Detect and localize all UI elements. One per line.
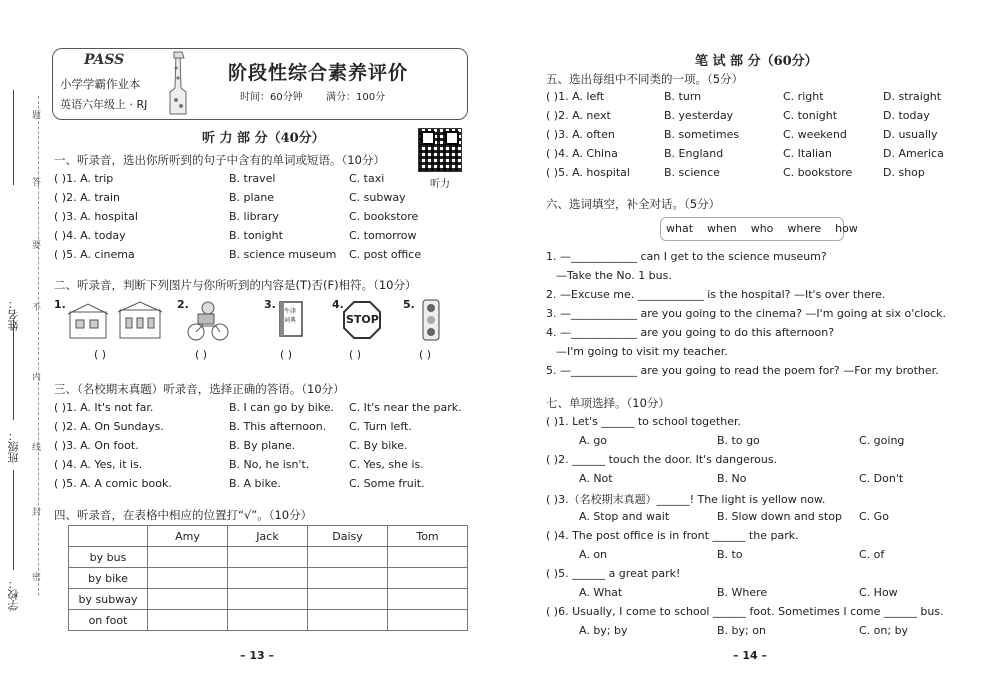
dialog-line: 4. —____________ are you going to do this afternoon? <box>546 326 835 339</box>
pass-logo: PASS <box>84 52 125 68</box>
p7-q6: ( )6. Usually, I come to school ______ foot. Sometimes I come ______ bus. <box>546 605 944 618</box>
check-cell[interactable] <box>308 568 388 589</box>
p1-q4-b: B. tonight <box>229 229 283 242</box>
p5-q2-a: ( )2. A. next <box>546 109 611 122</box>
check-cell[interactable] <box>388 568 468 589</box>
p1-q4-c: C. tomorrow <box>349 229 417 242</box>
part6-title: 六、选词填空，补全对话。（5分） <box>546 197 721 211</box>
part4-title: 四、听录音，在表格中相应的位置打“√”。（10分） <box>54 508 313 522</box>
p7-q3-c: C. Go <box>859 510 889 523</box>
p3-q2-c: C. Turn left. <box>349 420 412 433</box>
buildings-icon <box>66 300 166 340</box>
p5-q1-c: C. right <box>783 90 824 103</box>
p7-q4-b: B. to <box>717 548 743 561</box>
check-cell[interactable] <box>228 589 308 610</box>
check-cell[interactable] <box>228 568 308 589</box>
cyclist-icon <box>186 300 230 342</box>
p3-q1-b: B. I can go by bike. <box>229 401 335 414</box>
p3-q2-a: ( )2. A. On Sundays. <box>54 420 164 433</box>
p7-q1-c: C. going <box>859 434 905 447</box>
p5-q5-c: C. bookstore <box>783 166 853 179</box>
p1-q3-b: B. library <box>229 210 279 223</box>
p1-q5-b: B. science museum <box>229 248 337 261</box>
seal-char: 封 <box>32 508 42 518</box>
p1-q5-a: ( )5. A. cinema <box>54 248 135 261</box>
p5-q2-b: B. yesterday <box>664 109 734 122</box>
p5-q1-b: B. turn <box>664 90 702 103</box>
part5-title: 五、选出每组中不同类的一项。（5分） <box>546 72 744 86</box>
word-bank-text: what when who where how <box>666 222 858 235</box>
pic-num-5: 5. <box>403 298 415 311</box>
p3-q1-c: C. It's near the park. <box>349 401 462 414</box>
p1-q1-b: B. travel <box>229 172 276 185</box>
page-number-left: – 13 – <box>240 649 274 662</box>
p7-q4-c: C. of <box>859 548 885 561</box>
grade-label: 英语六年级上 · RJ <box>60 98 148 111</box>
pic-num-3: 3. <box>264 298 276 311</box>
p3-q5-a: ( )5. A. A comic book. <box>54 477 172 490</box>
p5-q5-a: ( )5. A. hospital <box>546 166 630 179</box>
p1-q5-c: C. post office <box>349 248 422 261</box>
pic-num-2: 2. <box>177 298 189 311</box>
seal-char: 密 <box>32 573 42 583</box>
seal-dash-line <box>38 96 39 596</box>
p7-q6-a: A. by; by <box>579 624 628 637</box>
p3-q5-c: C. Some fruit. <box>349 477 425 490</box>
page-number-right: – 14 – <box>733 649 767 662</box>
p7-q4-a: A. on <box>579 548 608 561</box>
p5-q3-a: ( )3. A. often <box>546 128 615 141</box>
table-row <box>69 589 468 610</box>
p7-q6-b: B. by; on <box>717 624 766 637</box>
seal-char: 题 <box>32 111 42 121</box>
p5-q1-d: D. straight <box>883 90 942 103</box>
p5-q4-d: D. America <box>883 147 944 160</box>
p1-q4-a: ( )4. A. today <box>54 229 126 242</box>
table-header-row <box>69 526 468 547</box>
p7-q3-b: B. Slow down and stop <box>717 510 842 523</box>
check-cell[interactable] <box>388 589 468 610</box>
part7-title: 七、单项选择。（10分） <box>546 396 670 410</box>
check-cell[interactable] <box>228 610 308 631</box>
transport-table <box>68 525 468 631</box>
qr-label: 听力 <box>430 179 450 190</box>
p5-q3-d: D. usually <box>883 128 938 141</box>
p7-q2: ( )2. ______ touch the door. It's dangerous. <box>546 453 778 466</box>
giraffe-icon <box>162 48 192 116</box>
p7-q2-c: C. Don't <box>859 472 904 485</box>
part2-title: 二、听录音，判断下列图片与你所听到的内容是(T)否(F)相符。（10分） <box>54 278 417 292</box>
dialog-line: —I'm going to visit my teacher. <box>556 345 728 358</box>
p5-q4-b: B. England <box>664 147 724 160</box>
pic-answer-3[interactable]: ( ) <box>280 348 293 361</box>
p1-q1-c: C. taxi <box>349 172 385 185</box>
p7-q1-b: B. to go <box>717 434 760 447</box>
school-label: 学校： <box>7 578 20 611</box>
p7-q2-a: A. Not <box>579 472 613 485</box>
p3-q3-b: B. By plane. <box>229 439 296 452</box>
check-cell[interactable] <box>228 547 308 568</box>
p1-q2-b: B. plane <box>229 191 275 204</box>
dialog-line: 2. —Excuse me. ____________ is the hospital? —It's over there. <box>546 288 886 301</box>
margin-line-1 <box>13 90 14 185</box>
dialog-line: 3. —____________ are you going to the cinema? —I'm going at six o'clock. <box>546 307 946 320</box>
p3-q4-c: C. Yes, she is. <box>349 458 424 471</box>
p1-q3-c: C. bookstore <box>349 210 419 223</box>
p7-q6-c: C. on; by <box>859 624 909 637</box>
p5-q4-a: ( )4. A. China <box>546 147 618 160</box>
check-cell[interactable] <box>148 547 228 568</box>
seal-char: 线 <box>32 443 42 453</box>
check-cell[interactable] <box>308 547 388 568</box>
p7-q5-c: C. How <box>859 586 898 599</box>
dictionary-text: 牛津词典 <box>284 308 297 324</box>
p7-q5-b: B. Where <box>717 586 768 599</box>
writing-heading: 笔 试 部 分（60分） <box>695 54 818 69</box>
traffic-light-icon <box>418 298 444 342</box>
seal-char: 内 <box>32 373 42 383</box>
p5-q4-c: C. Italian <box>783 147 832 160</box>
p5-q5-b: B. science <box>664 166 720 179</box>
part1-title: 一、听录音，选出你所听到的句子中含有的单词或短语。（10分） <box>54 153 385 167</box>
p3-q1-a: ( )1. A. It's not far. <box>54 401 154 414</box>
p1-q2-a: ( )2. A. train <box>54 191 120 204</box>
p7-q5: ( )5. ______ a great park! <box>546 567 681 580</box>
p7-q1-a: A. go <box>579 434 608 447</box>
dialog-line: —Take the No. 1 bus. <box>556 269 672 282</box>
p5-q2-c: C. tonight <box>783 109 838 122</box>
pic-answer-4[interactable]: ( ) <box>349 348 362 361</box>
table-header-cell: Jack <box>228 526 308 547</box>
class-label: 班级： <box>7 430 20 463</box>
pic-answer-1[interactable]: ( ) <box>94 348 107 361</box>
p1-q2-c: C. subway <box>349 191 406 204</box>
stop-text: STOP <box>346 313 379 326</box>
part3-title: 三、（名校期末真题）听录音，选择正确的答语。（10分） <box>54 382 345 396</box>
check-cell[interactable] <box>308 610 388 631</box>
p3-q3-a: ( )3. A. On foot. <box>54 439 139 452</box>
pic-num-4: 4. <box>332 298 344 311</box>
listening-heading: 听 力 部 分（40分） <box>202 131 325 146</box>
qr-code[interactable] <box>418 128 462 172</box>
p1-q1-a: ( )1. A. trip <box>54 172 114 185</box>
p5-q1-a: ( )1. A. left <box>546 90 605 103</box>
table-header-cell: Tom <box>388 526 468 547</box>
p3-q3-c: C. By bike. <box>349 439 408 452</box>
table-header-cell <box>69 526 148 547</box>
pic-answer-2[interactable]: ( ) <box>195 348 208 361</box>
row-label: by subway <box>69 589 148 610</box>
exam-score: 满分：100分 <box>326 92 386 103</box>
p7-q4: ( )4. The post office is in front ______ the park. <box>546 529 799 542</box>
check-cell[interactable] <box>388 547 468 568</box>
table-row <box>69 610 468 631</box>
seal-char: 答 <box>32 178 42 188</box>
p3-q5-b: B. A bike. <box>229 477 281 490</box>
row-label: on foot <box>69 610 148 631</box>
p3-q4-b: B. No, he isn't. <box>229 458 310 471</box>
p3-q4-a: ( )4. A. Yes, it is. <box>54 458 143 471</box>
pic-num-1: 1. <box>54 298 66 311</box>
table-header-cell: Daisy <box>308 526 388 547</box>
exam-title: 阶段性综合素养评价 <box>228 62 409 84</box>
margin-line-2 <box>13 320 14 420</box>
table-header-cell: Amy <box>148 526 228 547</box>
check-cell[interactable] <box>388 610 468 631</box>
p7-q3: ( )3.（名校期末真题）______! The light is yellow now. <box>546 493 826 506</box>
p5-q5-d: D. shop <box>883 166 925 179</box>
margin-line-3 <box>13 470 14 570</box>
check-cell[interactable] <box>148 568 228 589</box>
p5-q3-c: C. weekend <box>783 128 847 141</box>
table-row <box>69 568 468 589</box>
row-label: by bike <box>69 568 148 589</box>
check-cell[interactable] <box>148 589 228 610</box>
p1-q3-a: ( )3. A. hospital <box>54 210 138 223</box>
p7-q2-b: B. No <box>717 472 747 485</box>
table-row <box>69 547 468 568</box>
dialog-line: 1. —____________ can I get to the science museum? <box>546 250 827 263</box>
exam-time: 时间：60分钟 <box>240 92 303 103</box>
p7-q1: ( )1. Let's ______ to school together. <box>546 415 741 428</box>
dialog-line: 5. —____________ are you going to read the poem for? —For my brother. <box>546 364 939 377</box>
series-name: 小学学霸作业本 <box>60 77 141 91</box>
row-label: by bus <box>69 547 148 568</box>
p3-q2-b: B. This afternoon. <box>229 420 327 433</box>
name-label: 姓名： <box>7 298 20 331</box>
check-cell[interactable] <box>148 610 228 631</box>
p7-q5-a: A. What <box>579 586 623 599</box>
p7-q3-a: A. Stop and wait <box>579 510 670 523</box>
p5-q2-d: D. today <box>883 109 930 122</box>
seal-char: 要 <box>32 241 42 251</box>
seal-char: 不 <box>32 303 42 313</box>
pic-answer-5[interactable]: ( ) <box>419 348 432 361</box>
p5-q3-b: B. sometimes <box>664 128 740 141</box>
check-cell[interactable] <box>308 589 388 610</box>
